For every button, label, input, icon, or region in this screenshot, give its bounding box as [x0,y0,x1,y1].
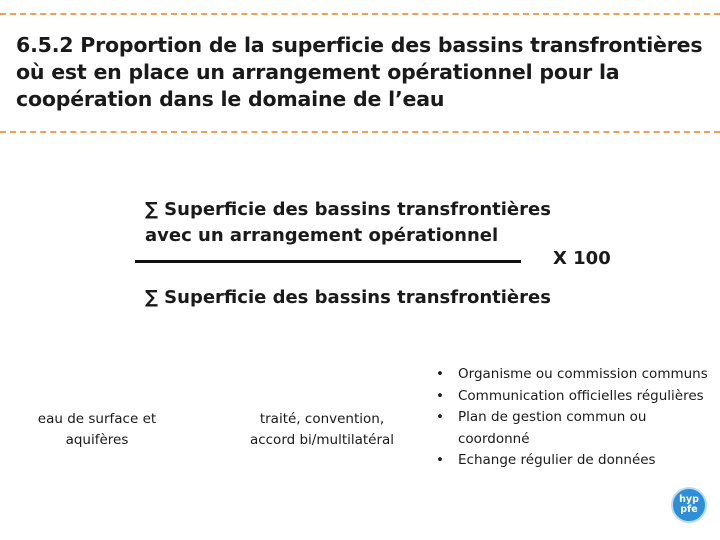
hydropolis-logo [671,487,707,523]
formula-multiplier: X 100 [553,248,611,269]
formula-numerator [145,197,551,249]
criteria-item: • Communication officielles régulières [430,386,710,408]
logo-text-line-2: pfe [680,504,698,515]
slide-title: 6.5.2 Proportion de la superficie des bassins transfrontières où est en place un arrangement opérationnel pour la coopération dans le domaine de l’eau [16,33,703,111]
criteria-list [430,364,710,472]
formula-denominator: ∑ Superficie des bassins transfrontières [145,287,551,308]
numerator-line-2: avec un arrangement opérationnel [145,225,499,246]
criteria-item: • Organisme ou commission communs [430,364,710,386]
criteria-item: • Echange régulier de données [430,450,710,472]
note-water-types: eau de surface et aquifères [37,411,157,448]
top-dashed-divider [0,13,720,15]
logo-text-line-1: hyp [679,494,699,505]
bottom-dashed-divider [0,131,720,133]
criteria-item: • Plan de gestion commun ou coordonné [430,407,710,450]
note-agreement-types: traité, convention, accord bi/multilatéral [249,411,395,448]
fraction-bar [135,260,521,263]
numerator-line-1: ∑ Superficie des bassins transfrontières [145,199,551,220]
